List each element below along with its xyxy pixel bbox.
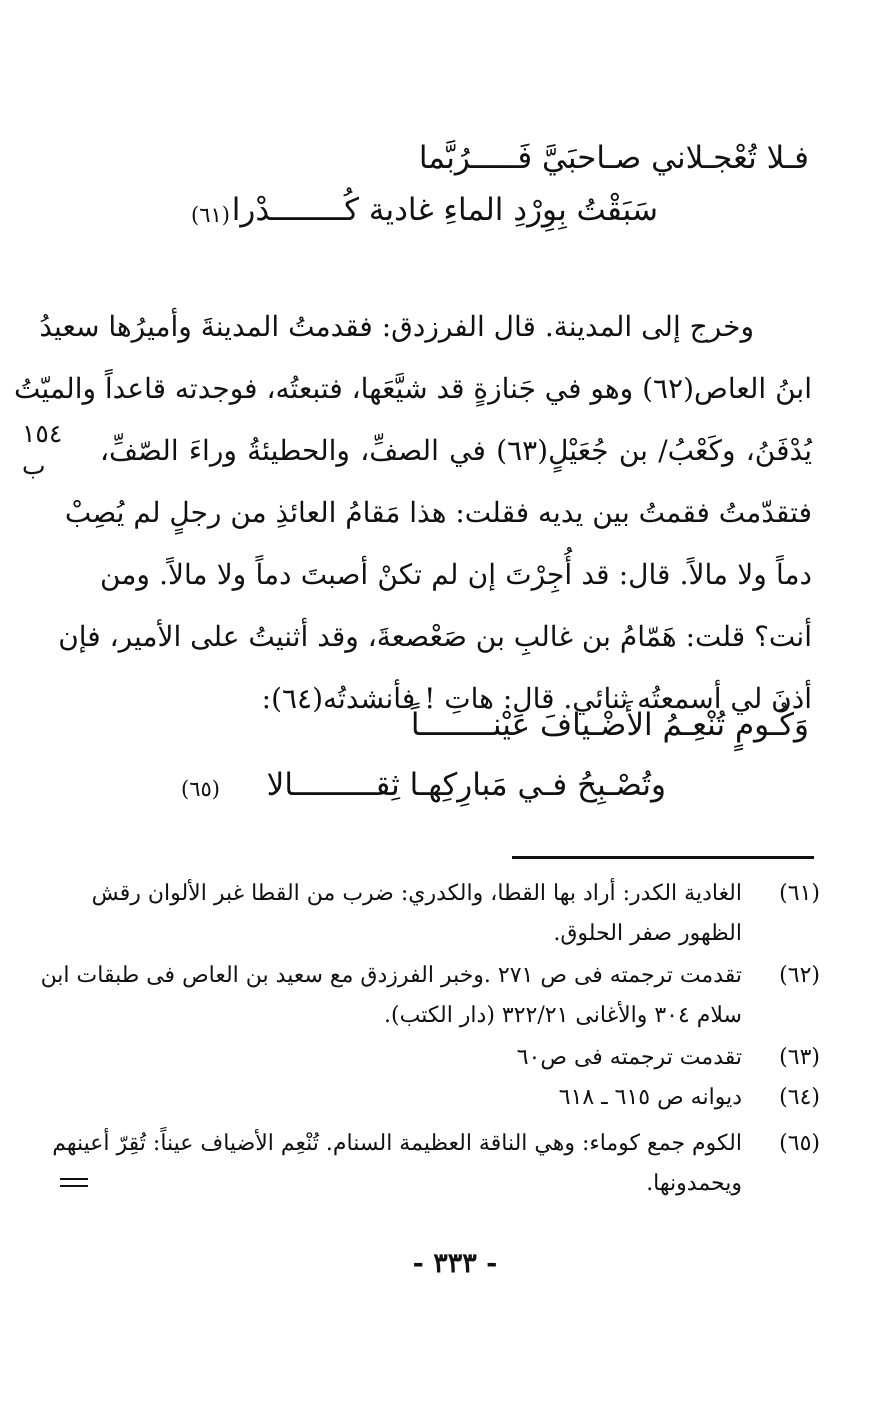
footnote-body bbox=[100, 1078, 742, 1118]
poem1-line2-text: سَبَقْتُ بِوِرْدِ الماءِ غادية كُــــــــدْرا bbox=[231, 192, 658, 228]
footnote-line: سلام ٣٠٤ والأغانى ٣٢٢/٢١ (دار الكتب). bbox=[384, 1003, 742, 1028]
footnote-body bbox=[100, 1038, 742, 1078]
footnote-62 bbox=[40, 956, 820, 1036]
poem2-line2: وتُصْـبِحُ فـي مَبارِكِهـا ثِقـــــــــالا bbox=[266, 767, 666, 803]
poem1-note: (٦١) bbox=[191, 203, 230, 227]
paragraph-line: دماً ولا مالاً. قال: قد أُجِرْتَ إن لم تكنْ أصبتَ دماً ولا مالاً. ومن bbox=[100, 558, 812, 591]
poem2-note: (٦٥) bbox=[181, 777, 220, 801]
paragraph-line: فتقدّمتُ فقمتُ بين يديه فقلت: هذا مَقامُ العائذِ من رجلٍ لم يُصِبْ bbox=[64, 496, 812, 529]
paragraph-line: وخرج إلى المدينة. قال الفرزدق: فقدمتُ المدينةَ وأميرُها سعيدُ bbox=[39, 310, 754, 343]
paragraph-line: أنت؟ قلت: هَمّامُ بن غالبِ بن صَعْصعةَ، وقد أثنيتُ على الأمير، فإن bbox=[58, 620, 812, 653]
page-number: - ٣٣٣ - bbox=[412, 1248, 498, 1279]
footnote-body bbox=[40, 956, 742, 1036]
footnote-61 bbox=[91, 874, 820, 954]
paragraph-line: يُدْفَنُ، وكَعْبُ/ بن جُعَيْلٍ(٦٣) في الصفِّ، والحطيئةُ وراءَ الصّفِّ، bbox=[100, 434, 812, 467]
paragraph-line: أذنَ لي أسمعتُه ثنائي. قال: هاتِ ! فأنشدتُه(٦٤): bbox=[261, 682, 812, 715]
poem1-line1: فـلا تُعْجـلاني صـاحبَيَّ فَـــــرُبَّما bbox=[418, 140, 809, 176]
footnote-line: تقدمت ترجمته فى ص٦٠ bbox=[516, 1045, 742, 1070]
footnote-65 bbox=[52, 1124, 820, 1204]
footnote-line: ديوانه ص ٦١٥ ـ ٦١٨ bbox=[558, 1085, 742, 1110]
footnote-64 bbox=[100, 1078, 820, 1118]
footnote-line: الظهور صفر الحلوق. bbox=[553, 921, 742, 946]
footnote-line: الكوم جمع كوماء: وهي الناقة العظيمة السنام. تُنْعِم الأضياف عيناً: تُقِرّ أعينهم bbox=[52, 1131, 742, 1156]
footnote-line: ويحمدونها. bbox=[646, 1171, 742, 1196]
footnote-number: (٦٥) bbox=[779, 1131, 820, 1156]
footnote-number: (٦١) bbox=[779, 881, 820, 906]
poem1-line2 bbox=[232, 190, 658, 230]
footnote-number: (٦٤) bbox=[779, 1085, 820, 1110]
footnote-body bbox=[52, 1124, 742, 1204]
footnote-line: الغادية الكدر: أراد بها القطا، والكدري: ضرب من القطا غبر الألوان رقش bbox=[91, 881, 742, 906]
folio-margin-note: ١٥٤ ب bbox=[22, 419, 63, 480]
continuation-mark bbox=[60, 1178, 88, 1187]
footnote-line: تقدمت ترجمته فى ص ٢٧١ .وخبر الفرزدق مع سعيد بن العاص فى طبقات ابن bbox=[40, 963, 742, 988]
paragraph-line: ابنُ العاص(٦٢) وهو في جَنازةٍ قد شيَّعَها، فتبعتُه، فوجدته قاعداً والميّتُ bbox=[14, 372, 812, 405]
poem2-line1: وَكُـومٍ تُنْعِـمُ الأَضْـيافَ عَيْنــــــــاً bbox=[410, 707, 809, 743]
footnote-separator bbox=[512, 856, 814, 859]
footnote-number: (٦٢) bbox=[779, 963, 820, 988]
footnote-number: (٦٣) bbox=[779, 1045, 820, 1070]
footnote-63 bbox=[100, 1038, 820, 1078]
footnote-body bbox=[91, 874, 742, 954]
